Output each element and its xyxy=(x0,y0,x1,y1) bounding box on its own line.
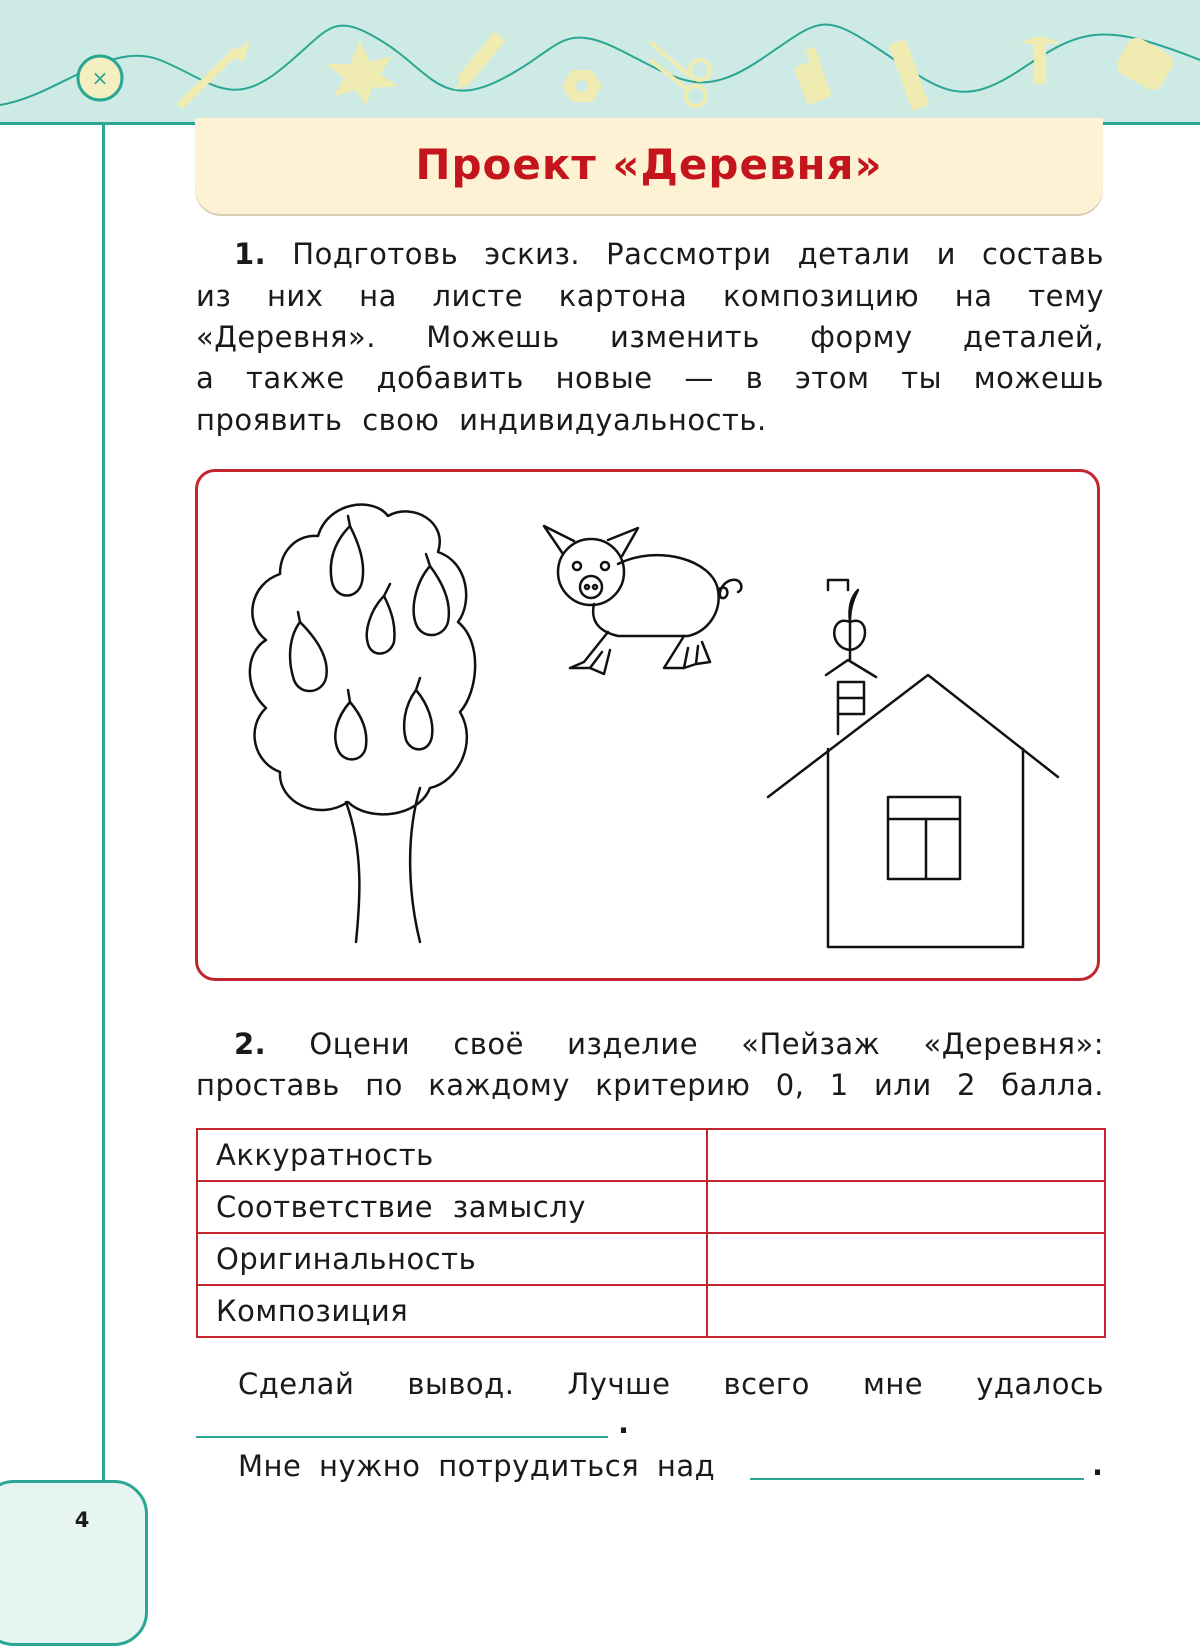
pencil-icon xyxy=(455,36,500,90)
table-row xyxy=(197,1233,1105,1285)
maple-leaf-icon xyxy=(326,40,398,106)
village-sketch xyxy=(198,472,1103,984)
conclusion-line-3: Мне нужно потрудиться над xyxy=(238,1449,716,1483)
task1-line-5: проявить свою индивидуальность. xyxy=(196,403,767,437)
table-row xyxy=(197,1285,1105,1337)
task2-line-2: проставь по каждому критерию 0, 1 или 2 балла. xyxy=(196,1068,1104,1102)
house-drawing xyxy=(768,580,1058,947)
svg-text:×: × xyxy=(91,66,109,90)
task1-line-2: из них на листе картона композицию на тему xyxy=(196,279,1104,313)
criterion-label: Аккуратность xyxy=(197,1129,707,1181)
criterion-label: Оригинальность xyxy=(197,1233,707,1285)
period: . xyxy=(1092,1448,1104,1482)
task1-text: Подготовь эскиз. Рассмотри детали и составь xyxy=(292,237,1104,271)
task2-line-1 xyxy=(196,1024,1104,1066)
task1-line-4: а также добавить новые — в этом ты можешь xyxy=(196,361,1104,395)
score-cell[interactable] xyxy=(707,1129,1105,1181)
pig-drawing xyxy=(544,526,741,674)
criterion-label: Композиция xyxy=(197,1285,707,1337)
page-number-tab xyxy=(0,1480,148,1646)
header-decoration-band xyxy=(0,0,1200,125)
nut-icon xyxy=(562,70,602,102)
thread-decoration xyxy=(0,0,1200,122)
scissors-icon xyxy=(650,42,710,106)
page-title: Проект «Деревня» xyxy=(415,140,883,189)
sketch-frame xyxy=(195,469,1100,981)
table-row xyxy=(197,1181,1105,1233)
task1-line-3: «Деревня». Можешь изменить форму деталей, xyxy=(196,320,1104,354)
task2-text: Оцени своё изделие «Пейзаж «Деревня»: xyxy=(309,1027,1104,1061)
button-icon xyxy=(78,56,122,100)
margin-line xyxy=(102,122,105,1482)
glue-bottle-icon xyxy=(794,47,832,105)
brush-icon xyxy=(182,40,250,104)
pear-tree-drawing xyxy=(250,505,475,942)
answer-line-improve[interactable] xyxy=(750,1478,1084,1480)
score-cell[interactable] xyxy=(707,1233,1105,1285)
period: . xyxy=(618,1406,630,1440)
conclusion-line-1: Сделай вывод. Лучше всего мне удалось xyxy=(238,1367,1104,1401)
score-cell[interactable] xyxy=(707,1285,1105,1337)
task2-number: 2. xyxy=(234,1027,267,1061)
criteria-table xyxy=(196,1128,1106,1338)
criterion-label: Соответствие замыслу xyxy=(197,1181,707,1233)
page-number: 4 xyxy=(74,1508,90,1532)
ruler-icon xyxy=(889,39,930,111)
task1-number: 1. xyxy=(234,237,267,271)
thread-spool-icon xyxy=(1113,34,1176,94)
task1-line-1 xyxy=(196,234,1104,276)
answer-line-best[interactable] xyxy=(196,1436,608,1438)
score-cell[interactable] xyxy=(707,1181,1105,1233)
screw-icon xyxy=(1020,37,1060,84)
table-row xyxy=(197,1129,1105,1181)
title-banner xyxy=(195,118,1103,214)
